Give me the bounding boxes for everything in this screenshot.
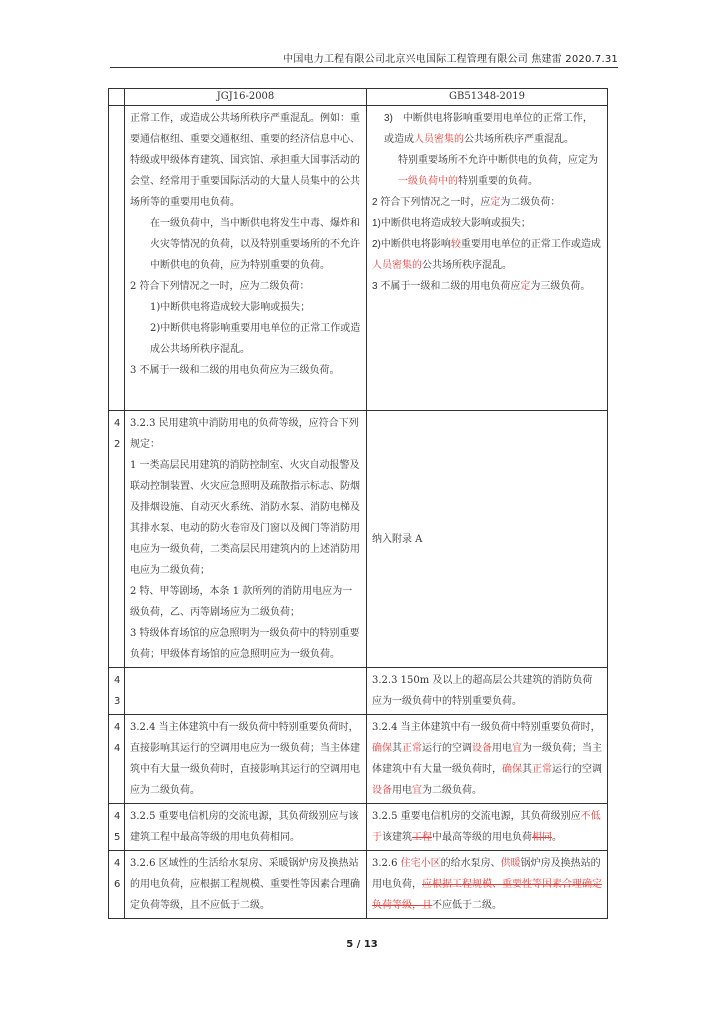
- old-paragraph: 3 特级体育场馆的应急照明为一级负荷中的特别重要负荷；甲级体育场馆的应急照明应为一级负荷。: [130, 628, 360, 660]
- header-rule: [110, 67, 618, 68]
- new-paragraph: [372, 234, 602, 276]
- deleted-text: 应根据工程规模、重要性等因素合理确定负荷等级，且: [372, 879, 602, 911]
- deleted-text: 工程: [412, 832, 432, 843]
- text-run: 3) 中断供电将影响重要用电单位的正常工作，或造成: [384, 113, 593, 145]
- old-text-cell: [125, 668, 367, 715]
- old-paragraph: 2 特、甲等剧场，本条 1 款所列的消防用电应为一级负荷，乙、丙等剧场应为二级负荷；: [130, 586, 353, 618]
- changed-text: 住宅小区: [400, 858, 441, 869]
- old-paragraph: 3.2.3 民用建筑中消防用电的负荷等级，应符合下列规定：: [130, 418, 359, 450]
- table-row: [109, 804, 608, 851]
- old-paragraph: 正常工作，或造成公共场所秩序严重混乱。例如：重要通信枢纽、重要交通枢纽、重要的经济信息中心、特级或甲级体育建筑、国宾馆、承担重大国事活动的会堂、经常用于重要国际活动的大量人员集中的公共场所等的重要用电负荷。: [130, 113, 360, 208]
- deleted-text: 相同: [532, 832, 552, 843]
- row-number: [109, 106, 125, 411]
- changed-text: 确保: [502, 764, 522, 775]
- page-header: 中国电力工程有限公司北京兴电国际工程管理有限公司 焦建雷 2020.7.31: [283, 54, 618, 65]
- row-number: 45: [109, 804, 125, 851]
- changed-text: 设备: [372, 785, 392, 796]
- new-paragraph: [372, 276, 602, 297]
- text-run: 的给水泵房、: [440, 858, 501, 869]
- old-text-cell: 3.2.6 区域性的生活给水泵房、采暖锅炉房及换热站的用电负荷，应根据工程规模、重要性等因素合理确定负荷等级，且不应低于二级。: [125, 851, 367, 919]
- text-run: 为一级负荷；当主体建筑中有大量一级负荷时，: [372, 743, 602, 775]
- text-run: 公共场所秩序混乱。: [422, 260, 512, 271]
- text-run: 该建筑: [382, 832, 412, 843]
- changed-text: 设备: [472, 743, 492, 754]
- num-header: [109, 89, 125, 106]
- text-run: 3 不属于一级和二级的用电负荷应: [372, 281, 521, 292]
- comparison-table: [108, 88, 608, 919]
- row-number: 46: [109, 851, 125, 919]
- table-row: [109, 106, 608, 411]
- text-run: 运行的空调: [422, 743, 472, 754]
- text-run: 运行的空调: [552, 764, 602, 775]
- text-run: 3.2.4 当主体建筑中有一级负荷中特别重要负荷时，: [372, 722, 601, 733]
- text-run: 锅炉房及换热站的用电负荷，: [372, 858, 601, 890]
- col-new-header: GB51348-2019: [367, 89, 608, 106]
- row-number: 44: [109, 715, 125, 804]
- text-run: 不应低于二级。: [432, 900, 502, 911]
- changed-text: 正常: [402, 743, 422, 754]
- new-text-cell: 纳入附录 A: [367, 411, 608, 668]
- new-paragraph: [372, 150, 602, 192]
- old-paragraph: 在一级负荷中，当中断供电将发生中毒、爆炸和火灾等情况的负荷，以及特别重要场所的不允许中断供电的负荷，应为特别重要的负荷。: [150, 218, 360, 271]
- changed-text: 一级负荷中的: [398, 176, 458, 187]
- changed-text: 人员密集的: [372, 260, 422, 271]
- text-run: 2)中断供电将影响: [372, 239, 451, 250]
- page-number: 5 / 13: [346, 939, 378, 950]
- text-run: 3.2.6: [372, 858, 401, 869]
- new-text-cell: [367, 106, 608, 411]
- changed-text: 宜: [512, 743, 522, 754]
- new-text-cell: 3.2.3 150m 及以上的超高层公共建筑的消防负荷应为一级负荷中的特别重要负荷。: [367, 668, 608, 715]
- new-paragraph: 1)中断供电将造成较大影响或损失；: [372, 218, 531, 229]
- text-run: 用电: [392, 785, 412, 796]
- old-paragraph: 1 一类高层民用建筑的消防控制室、火灾自动报警及联动控制装置、火灾应急照明及疏散指示标志、防烟及排烟设施、自动灭火系统、消防水泵、消防电梯及其排水泵、电动的防火卷帘及门窗以及阀门等消防用电应为一级负荷，二类高层民用建筑内的上述消防用电应为二级负荷；: [130, 460, 360, 576]
- changed-text: 定: [520, 281, 531, 292]
- old-paragraph: 2 符合下列情况之一时，应为二级负荷：: [130, 281, 310, 292]
- old-text-cell: [125, 411, 367, 668]
- col-old-header: JGJ16-2008: [125, 89, 367, 106]
- text-run: 用电: [492, 743, 512, 754]
- text-run: 中最高等级的用电负荷: [432, 832, 532, 843]
- changed-text: 供暖: [500, 858, 521, 869]
- text-run: 为二级负荷：: [500, 197, 561, 208]
- changed-text: 定: [490, 197, 501, 208]
- new-text-cell: [367, 715, 608, 804]
- old-paragraph: 3 不属于一级和二级的用电负荷应为三级负荷。: [130, 365, 340, 376]
- old-paragraph: 2)中断供电将影响重要用电单位的正常工作或造成公共场所秩序混乱。: [150, 323, 361, 355]
- text-run: 为二级负荷。: [422, 785, 482, 796]
- table-row: [109, 411, 608, 668]
- table-row: [109, 668, 608, 715]
- table-row: [109, 715, 608, 804]
- old-text-cell: 3.2.5 重要电信机房的交流电源，其负荷级别应与该建筑工程中最高等级的用电负荷相同。: [125, 804, 367, 851]
- table-row: [109, 851, 608, 919]
- new-text-cell: [367, 851, 608, 919]
- text-run: 公共场所秩序严重混乱。: [464, 134, 574, 145]
- text-run: 重要用电单位的正常工作或造成: [460, 239, 601, 250]
- changed-text: 确保: [372, 743, 392, 754]
- text-run: 特别重要场所不允许中断供电的负荷，应定为: [398, 155, 598, 166]
- changed-text: 人员密集的: [414, 134, 464, 145]
- new-paragraph: [372, 192, 602, 213]
- text-run: 2 符合下列情况之一时，应: [372, 197, 491, 208]
- changed-text: 正常: [532, 764, 552, 775]
- row-number: 43: [109, 668, 125, 715]
- row-number: 42: [109, 411, 125, 668]
- old-paragraph: 1)中断供电将造成较大影响或损失；: [150, 302, 311, 313]
- new-paragraph: [372, 108, 602, 150]
- old-text-cell: 3.2.4 当主体建筑中有一级负荷中特别重要负荷时，直接影响其运行的空调用电应为一级负荷；当主体建筑中有大量一级负荷时，直接影响其运行的空调用电应为二级负荷。: [125, 715, 367, 804]
- changed-text: 不低于: [372, 811, 601, 843]
- changed-text: 较: [450, 239, 461, 250]
- old-text-cell: [125, 106, 367, 411]
- text-run: 其: [522, 764, 532, 775]
- text-run: 3.2.5 重要电信机房的交流电源，其负荷级别应: [372, 811, 581, 822]
- changed-text: 宜: [412, 785, 422, 796]
- text-run: 。: [552, 832, 562, 843]
- new-text-cell: [367, 804, 608, 851]
- text-run: 其: [392, 743, 402, 754]
- text-run: 为三级负荷。: [530, 281, 591, 292]
- table-header-row: [109, 89, 608, 106]
- text-run: 特别重要的负荷。: [458, 176, 538, 187]
